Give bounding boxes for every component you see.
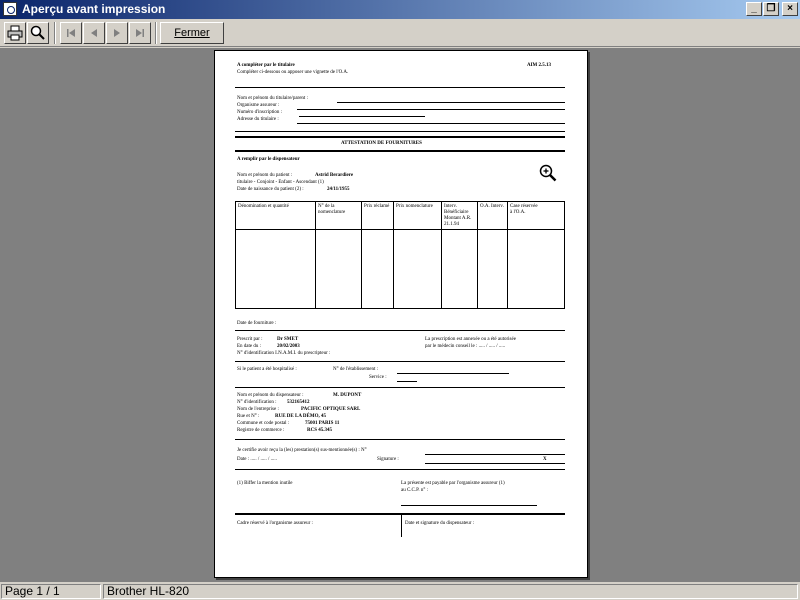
prescription-date-label: En date du : (237, 344, 262, 349)
prescribed-by: Dr SMET (277, 337, 299, 342)
establishment-boxes (397, 373, 509, 374)
dispenser-name: M. DUPONT (333, 393, 362, 398)
table-col-line (507, 201, 508, 309)
signature-mark: X (543, 457, 547, 462)
toolbar-separator (54, 22, 56, 44)
divider (235, 387, 565, 388)
status-printer: Brother HL-820 (103, 584, 798, 599)
minimize-button[interactable]: _ (746, 2, 762, 16)
delivery-date-label: Date de fourniture : (237, 321, 277, 326)
inscription-boxes (299, 116, 425, 117)
title-bar (0, 0, 800, 19)
divider (235, 439, 565, 440)
service-box (397, 381, 417, 382)
input-line (425, 463, 565, 464)
table-header-cell: Dénomination et quantité (238, 204, 289, 209)
table-header-cell: Prix nomenclature (396, 204, 433, 209)
table-col-line (361, 201, 362, 309)
table-col-line (441, 201, 442, 309)
divider (235, 131, 565, 132)
zoom-cursor-icon (539, 164, 557, 182)
divider (235, 87, 565, 88)
toolbar-separator (155, 22, 157, 44)
printer-icon (7, 25, 23, 41)
zoom-button[interactable] (27, 22, 49, 44)
dispenser-sign-label: Date et signature du dispensateur : (405, 521, 475, 526)
dispenser-section: A remplir par le dispensateur (237, 157, 300, 162)
titular-relation: titulaire - Conjoint - Enfant - Ascendant (1) (237, 180, 324, 185)
last-page-icon (134, 25, 146, 41)
table-header-cell: Interv. Bénéficiaire Montant A.R. 21.1.94 (444, 204, 472, 227)
next-page-button[interactable] (106, 22, 128, 44)
status-bar (0, 582, 800, 600)
divider (235, 469, 565, 470)
toolbar (0, 19, 800, 47)
prescription-note-2: par le médecin conseil le : ..... / ..... / ..... (425, 344, 506, 349)
id-value: 532165412 (287, 400, 310, 405)
table-header-cell: N° de la nomenclature (318, 204, 346, 215)
ccp-boxes (401, 505, 537, 506)
city-value: 75001 PARIS 11 (305, 421, 340, 426)
divider (235, 330, 565, 331)
prescription-note-1: La prescription est annexée ou a été autorisée (425, 337, 516, 342)
app-icon[interactable] (3, 2, 17, 16)
dispenser-name-label: Nom et prénom du dispensateur : (237, 393, 304, 398)
company-label: Nom de l'entreprise : (237, 407, 279, 412)
company-value: PACIFIC OPTIQUE SARL (301, 407, 361, 412)
establishment-label: N° de l'établissement : (333, 367, 378, 372)
divider (235, 150, 565, 152)
city-label: Commune et code postal : (237, 421, 290, 426)
payable-line-2: au C.C.P. n° : (401, 488, 429, 493)
box-divider (401, 513, 402, 537)
inami-label: N° d'identification I.N.A.M.I. du prescripteur : (237, 351, 331, 356)
divider (235, 513, 565, 515)
first-page-button[interactable] (60, 22, 82, 44)
input-line (425, 454, 565, 455)
table-col-line (393, 201, 394, 309)
input-line (297, 123, 565, 124)
signature-label: Signature : (377, 457, 399, 462)
table-header-cell: O.A. Interv. (480, 204, 504, 209)
patient-name-label: Nom et prénom du patient : (237, 173, 293, 178)
date-label: Date : ..... / ..... / ..... (237, 457, 277, 462)
form-ref: AIM 2.5.13 (527, 63, 552, 68)
certify-text: Je certifie avoir reçu la (les) prestation(s) sus-mentionnée(s) : N° (237, 448, 367, 453)
maximize-button[interactable]: ❐ (763, 2, 779, 16)
items-table (235, 201, 565, 309)
table-header-line (235, 229, 565, 230)
previous-page-button[interactable] (83, 22, 105, 44)
reserved-box-label: Cadre réservé à l'organisme assureur : (237, 521, 313, 526)
form-header-sub: Compléter ci-dessous ou apposer une vignette de l'O.A. (237, 70, 349, 75)
table-col-line (315, 201, 316, 309)
close-preview-button[interactable]: Fermer (160, 22, 224, 44)
form-header-title: A compléter par le titulaire (237, 63, 295, 68)
first-page-icon (65, 25, 77, 41)
last-page-button[interactable] (129, 22, 151, 44)
payable-line-1: La présente est payable par l'organisme assureur (1) (401, 481, 505, 486)
patient-name: Astrid Berardiere (315, 173, 354, 178)
table-header-cell: Prix réclamé (364, 204, 390, 209)
input-line (337, 102, 565, 103)
print-button[interactable] (4, 22, 26, 44)
next-page-icon (111, 25, 123, 41)
strike-note: (1) Biffer la mention inutile (237, 481, 293, 486)
titular-name-label: Nom et prénom du titulaire/parent : (237, 96, 308, 101)
insurer-label: Organisme assureur : (237, 103, 280, 108)
service-label: Service : (369, 375, 387, 380)
table-header-cell: Case réservée à l'O.A. (510, 204, 538, 215)
prescribed-by-label: Prescrit par : (237, 337, 263, 342)
magnifier-icon (30, 25, 46, 41)
birth-date: 24/11/1955 (327, 187, 350, 192)
rc-value: RCS 45.345 (307, 428, 333, 433)
rc-label: Registre de commerce : (237, 428, 285, 433)
preview-page[interactable] (214, 50, 588, 578)
table-col-line (477, 201, 478, 309)
hospital-label: Si le patient a été hospitalisé : (237, 367, 297, 372)
attestation-title: ATTESTATION DE FOURNITURES (341, 141, 422, 146)
id-label: N° d'identification : (237, 400, 277, 405)
prescription-date: 20/02/2003 (277, 344, 300, 349)
preview-viewport[interactable] (0, 48, 800, 582)
inscription-label: Numéro d'inscription : (237, 110, 283, 115)
close-button[interactable]: × (782, 2, 798, 16)
status-page: Page 1 / 1 (1, 584, 101, 599)
divider (235, 136, 565, 138)
window-title: Aperçu avant impression (22, 2, 166, 16)
previous-page-icon (88, 25, 100, 41)
address-label: Adresse du titulaire : (237, 117, 279, 122)
street-value: RUE DE LA DÉMO, 45 (275, 414, 326, 419)
input-line (297, 109, 565, 110)
birth-label: Date de naissance du patient (2) : (237, 187, 304, 192)
divider (235, 361, 565, 362)
street-label: Rue et N° : (237, 414, 260, 419)
